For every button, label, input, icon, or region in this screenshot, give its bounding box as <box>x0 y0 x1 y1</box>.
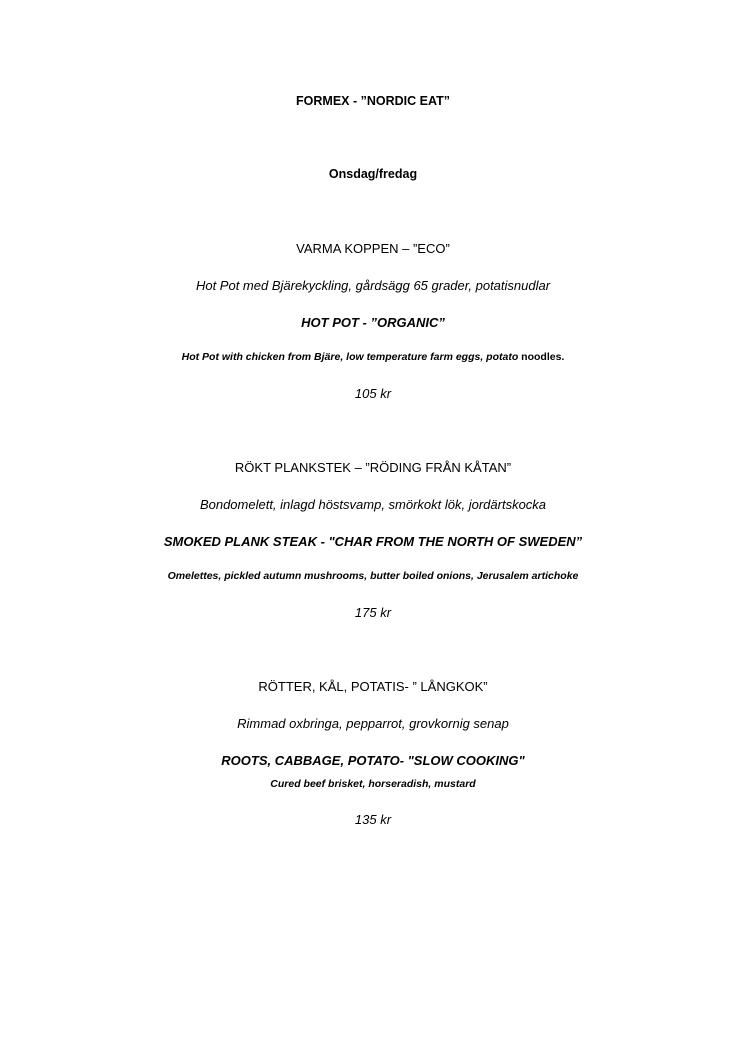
dish-name-sv: RÖTTER, KÅL, POTATIS- ” LÅNGKOK” <box>258 679 488 694</box>
dish-price: 175 kr <box>354 605 392 620</box>
dish-name-en: HOT POT - ”ORGANIC” <box>301 315 445 330</box>
dish-description-sv: Bondomelett, inlagd höstsvamp, smörkokt lök, jordärtskocka <box>199 497 547 512</box>
dish-description-en: Cured beef brisket, horseradish, mustard <box>270 778 476 790</box>
dish-description-en-main: Hot Pot with chicken from Bjäre, low temperature farm eggs, potato <box>181 351 519 363</box>
dish-description-en <box>0 352 746 363</box>
dish-description-sv: Rimmad oxbringa, pepparrot, grovkornig senap <box>237 716 509 731</box>
dish-description-sv: Hot Pot med Bjärekyckling, gårdsägg 65 grader, potatisnudlar <box>195 278 551 293</box>
dish-name-sv: VARMA KOPPEN – ”ECO” <box>296 241 450 256</box>
dish-description-en-tail: noodles. <box>518 351 565 363</box>
dish-description-en: Omelettes, pickled autumn mushrooms, butter boiled onions, Jerusalem artichoke <box>167 570 579 582</box>
dish-name-en: SMOKED PLANK STEAK - "CHAR FROM THE NORTH OF SWEDEN” <box>163 534 583 549</box>
menu-title: FORMEX - ”NORDIC EAT” <box>296 94 450 108</box>
dish-name-en: ROOTS, CABBAGE, POTATO- "SLOW COOKING" <box>221 753 525 768</box>
dish-price: 135 kr <box>354 812 392 827</box>
dish-name-sv: RÖKT PLANKSTEK – ”RÖDING FRÅN KÅTAN” <box>234 460 512 475</box>
dish-price: 105 kr <box>354 386 392 401</box>
menu-subtitle: Onsdag/fredag <box>328 167 418 181</box>
